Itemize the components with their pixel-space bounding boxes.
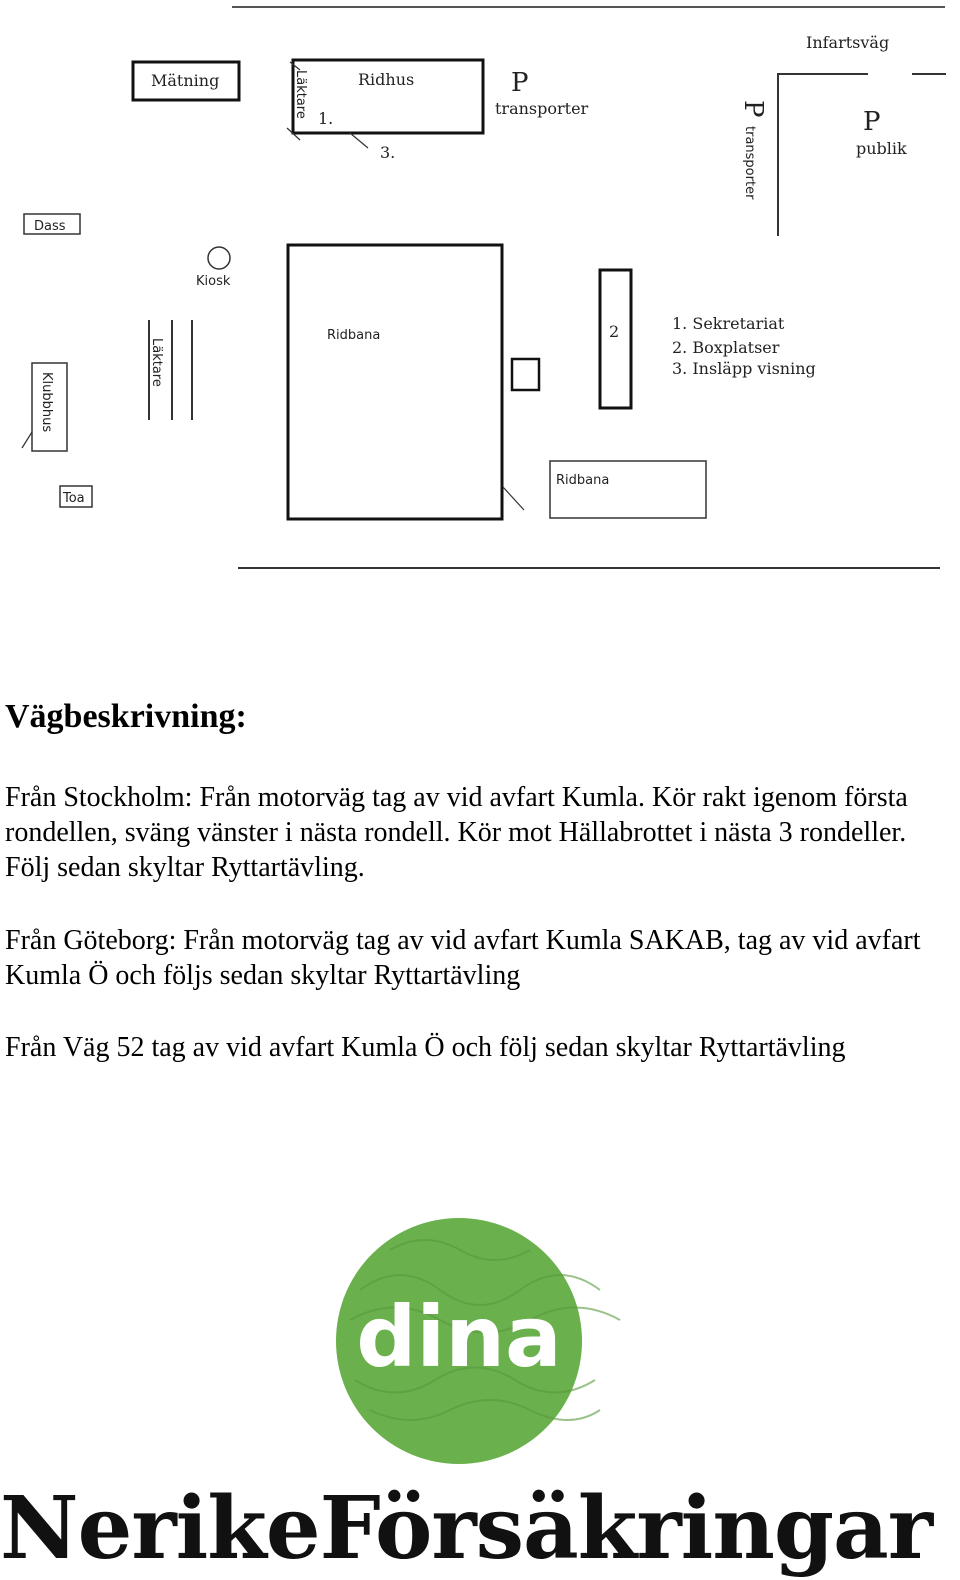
ridbana-main-arena [288,245,502,519]
ridhus-inslapp-number: 3. [380,143,396,162]
ridhus-laktare-label: Läktare [293,70,308,119]
parking-transporter-side-label: transporter [742,126,757,200]
klubbhus-pointer [22,432,32,448]
directions-vag52: Från Väg 52 tag av vid avfart Kumla Ö och följ sedan skyltar Ryttartävling [5,1032,846,1063]
legend-item-2: 2. Boxplatser [672,338,780,357]
directions-stockholm: Från Stockholm: Från motorväg tag av vid avfart Kumla. Kör rakt igenom första rondellen, sväng vänster i nästa rondell. Kör mot Hällabrottet i nästa 3 rondeller. Följ sedan skyltar Ryttartävling. [5,782,908,883]
infartsvag-label: Infartsväg [806,33,890,52]
laktare-left-label: Läktare [149,338,164,387]
legend-item-1: 1. Sekretariat [672,314,785,333]
boxplatser-number: 2 [609,322,620,341]
ridbana-small-label: Ridbana [556,473,610,488]
infartsvag-road-left [778,74,868,236]
matning-label: Mätning [151,71,220,90]
legend-item-3: 3. Insläpp visning [672,359,816,378]
site-map [0,0,960,600]
directions-title: Vägbeskrivning: [5,698,247,735]
ridbana-small-arena [550,461,706,518]
dass-label: Dass [34,219,66,234]
kiosk-icon [208,247,230,269]
dina-circle-text: dina [356,1288,562,1386]
ridbana-main-pointer [503,487,524,510]
nerike-forsakringar-brand: NerikeFörsäkringar [0,1478,933,1579]
parking-transporter-side-icon: P [738,100,768,118]
ridbana-main-label: Ridbana [327,328,381,343]
toa-label: Toa [63,491,85,506]
parking-publik-label: publik [856,139,907,158]
inslapp-square [512,359,539,390]
kiosk-label: Kiosk [196,274,231,289]
ridhus-sekretariat-number: 1. [318,109,334,128]
parking-transporter-top-label: transporter [495,99,589,118]
ridhus-pointer-3 [350,133,368,148]
parking-transporter-top-icon: P [511,68,529,98]
parking-publik-icon: P [863,107,881,137]
ridhus-label: Ridhus [358,70,415,89]
directions-goteborg: Från Göteborg: Från motorväg tag av vid avfart Kumla SAKAB, tag av vid avfart Kumla Ö och följs sedan skyltar Ryttartävling [5,925,921,991]
klubbhus-label: Klubbhus [39,372,54,433]
